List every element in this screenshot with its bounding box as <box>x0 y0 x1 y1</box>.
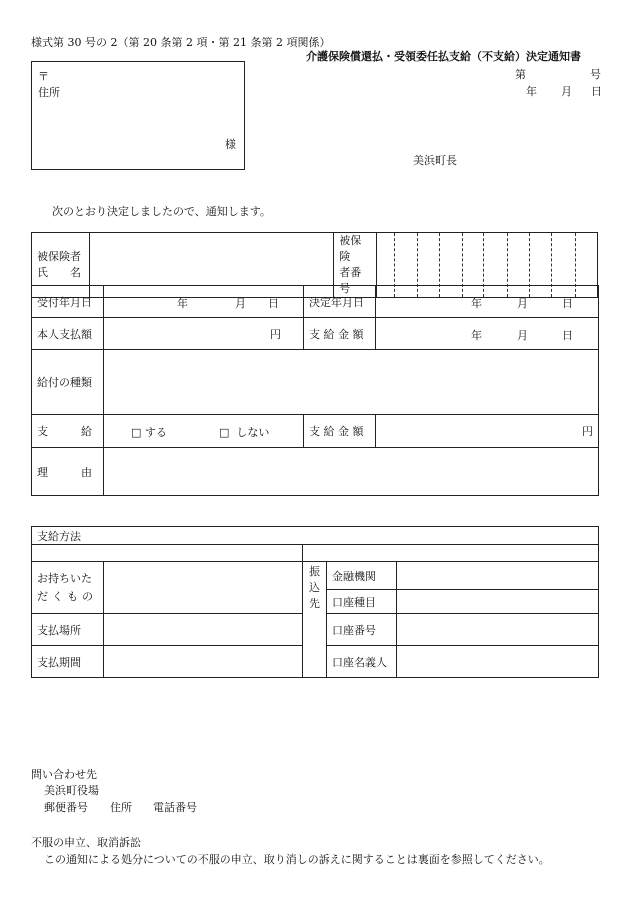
payment-amount-field[interactable] <box>376 415 599 448</box>
issue-year: 年 <box>526 85 537 98</box>
contact-phone: 電話番号 <box>153 801 197 814</box>
reason-field[interactable] <box>104 448 599 496</box>
bring-items-field[interactable] <box>104 562 303 614</box>
issuer: 美浜町長 <box>413 154 457 167</box>
received-month: 月 <box>235 296 246 310</box>
self-pay-label: 本人支払額 <box>32 318 104 350</box>
payment-method-title: 支給方法 <box>32 527 599 545</box>
transfer-char-1: 振 <box>309 565 320 578</box>
payment-amount-yen: 円 <box>582 425 593 438</box>
account-holder-field[interactable] <box>397 646 599 678</box>
pay-place-field[interactable] <box>104 614 303 646</box>
intro-text: 次のとおり決定しましたので、通知します。 <box>52 205 271 218</box>
bank-field[interactable] <box>397 562 599 590</box>
decided-year: 年 <box>471 296 482 310</box>
decided-day: 日 <box>562 296 573 310</box>
bring-items-line1: お持ちいた <box>37 571 92 585</box>
payment-yes-checkbox[interactable] <box>131 424 167 440</box>
account-type-field[interactable] <box>397 590 599 614</box>
doc-number-suffix: 号 <box>590 68 601 81</box>
pay-amount-date-field[interactable] <box>376 318 599 350</box>
insured-name-label-line1: 被保険者 <box>37 250 81 263</box>
transfer-char-2: 込 <box>309 581 320 594</box>
received-date-field[interactable] <box>104 286 304 318</box>
benefit-type-field[interactable] <box>104 350 599 415</box>
account-holder-label: 口座名義人 <box>327 646 397 678</box>
issue-day: 日 <box>591 85 602 98</box>
transfer-char-3: 先 <box>309 597 320 610</box>
contact-heading: 問い合わせ先 <box>31 768 97 781</box>
self-pay-yen: 円 <box>270 327 281 341</box>
pay-period-label: 支払期間 <box>32 646 104 678</box>
insured-name-label-line2: 氏 名 <box>37 266 81 279</box>
payment-options <box>104 415 304 448</box>
recipient-address-box <box>31 61 245 170</box>
benefit-type-label: 給付の種類 <box>32 350 104 415</box>
bring-items-label <box>32 562 104 614</box>
payment-label: 支 給 <box>32 415 104 448</box>
insured-number-label-line2: 者番号 <box>339 266 362 295</box>
payment-method-blank-left[interactable] <box>32 545 303 562</box>
insured-number-label-line1: 被保険 <box>339 234 362 263</box>
checkbox-icon: □ <box>219 426 230 439</box>
received-year: 年 <box>177 296 188 310</box>
self-pay-field[interactable] <box>104 318 304 350</box>
doc-number-prefix: 第 <box>515 68 526 81</box>
bring-items-line2: だくもの <box>37 589 97 603</box>
reason-label: 理 由 <box>32 448 104 496</box>
payment-amount-label: 支 給 金 額 <box>304 415 376 448</box>
postal-mark: 〒 <box>38 70 49 83</box>
appeal-heading: 不服の申立、取消訴訟 <box>31 836 141 849</box>
transfer-destination-label <box>303 562 327 678</box>
payment-no-checkbox[interactable] <box>219 424 269 440</box>
pay-amount-day: 日 <box>562 328 573 342</box>
account-number-field[interactable] <box>397 614 599 646</box>
address-label: 住所 <box>38 86 60 99</box>
pay-amount-label: 支 給 金 額 <box>304 318 376 350</box>
payment-no-label: しない <box>236 426 270 439</box>
payment-method-blank-right[interactable] <box>303 545 599 562</box>
form-reference: 様式第 30 号の 2（第 20 条第 2 項・第 21 条第 2 項関係） <box>31 36 331 49</box>
pay-amount-year: 年 <box>471 328 482 342</box>
decision-table <box>31 285 599 496</box>
decided-date-field[interactable] <box>376 286 599 318</box>
account-number-label: 口座番号 <box>327 614 397 646</box>
decided-month: 月 <box>517 296 528 310</box>
pay-amount-month: 月 <box>517 328 528 342</box>
contact-address: 住所 <box>110 801 132 814</box>
received-day: 日 <box>268 296 279 310</box>
account-type-label: 口座種目 <box>327 590 397 614</box>
document-title: 介護保険償還払・受領委任払支給（不支給）決定通知書 <box>306 50 581 63</box>
checkbox-icon: □ <box>131 426 142 439</box>
contact-office: 美浜町役場 <box>44 784 99 797</box>
decided-date-label: 決定年月日 <box>304 286 376 318</box>
received-date-label: 受付年月日 <box>32 286 104 318</box>
honorific: 様 <box>225 138 236 151</box>
contact-postal: 郵便番号 <box>44 801 88 814</box>
payment-method-table <box>31 526 599 678</box>
appeal-text: この通知による処分についての不服の申立、取り消しの訴えに関することは裏面を参照してください。 <box>44 853 550 866</box>
bank-label: 金融機関 <box>327 562 397 590</box>
issue-month: 月 <box>561 85 572 98</box>
pay-place-label: 支払場所 <box>32 614 104 646</box>
pay-period-field[interactable] <box>104 646 303 678</box>
payment-yes-label: する <box>144 426 167 439</box>
